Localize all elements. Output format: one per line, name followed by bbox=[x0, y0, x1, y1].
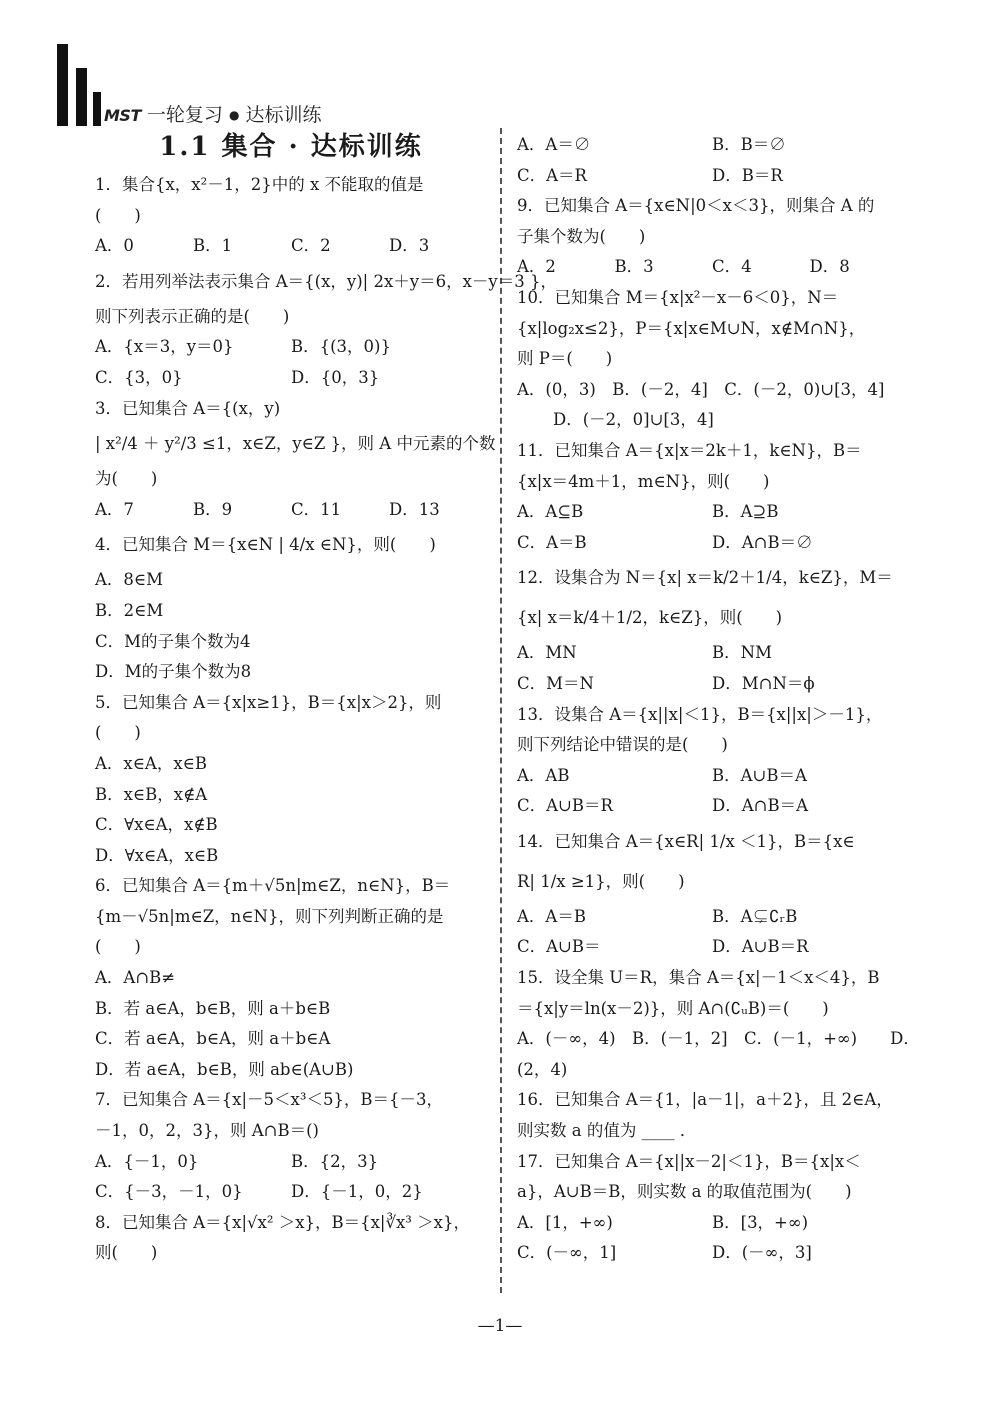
question-4: 4．已知集合 M＝{x∈N | 4/x ∈N}，则( ) bbox=[95, 535, 436, 555]
question-7-options-ab bbox=[95, 1147, 487, 1178]
option: A．x∈A，x∈B bbox=[95, 753, 207, 773]
option: A．0 bbox=[95, 236, 134, 256]
question-1-paren: ( ) bbox=[95, 205, 141, 225]
option: A．A⊆B bbox=[517, 502, 584, 522]
option: D．3 bbox=[389, 236, 430, 256]
question-10-options-abc: A．(0，3) B．(－2，4] C．(－2，0)∪[3，4] bbox=[517, 379, 885, 399]
question-13-cont: 则下列结论中错误的是( ) bbox=[517, 735, 728, 755]
question-10-paren: 则 P＝( ) bbox=[517, 349, 613, 369]
question-6-paren: ( ) bbox=[95, 937, 141, 957]
question-2-cont: 则下列表示正确的是( ) bbox=[95, 306, 290, 326]
question-17-options-cd bbox=[517, 1238, 907, 1269]
option: D．(－∞，3] bbox=[712, 1243, 812, 1263]
question-7: 7．已知集合 A＝{x|－5＜x³＜5}，B＝{－3， bbox=[95, 1090, 444, 1110]
option: B．[3，+∞) bbox=[712, 1212, 809, 1232]
brand-mst: MST bbox=[104, 106, 141, 125]
question-5-paren: ( ) bbox=[95, 723, 141, 743]
option: B．3 bbox=[614, 257, 654, 277]
question-8: 8．已知集合 A＝{x|√x² ＞x}，B＝{x|∛x³ ＞x}， bbox=[95, 1212, 470, 1232]
option: C．2 bbox=[291, 236, 331, 256]
option: D．{－1，0，2} bbox=[291, 1182, 423, 1202]
option: D．A∩B＝A bbox=[712, 796, 809, 816]
question-15-option-d: (2，4) bbox=[517, 1059, 568, 1079]
question-16: 16．已知集合 A＝{1，|a－1|，a＋2}，且 2∈A， bbox=[517, 1090, 893, 1110]
option: A．{x＝3，y＝0} bbox=[95, 337, 234, 357]
option: D．B＝R bbox=[712, 165, 783, 185]
option: C．∀x∈A，x∉B bbox=[95, 815, 218, 835]
option: C．M＝N bbox=[517, 673, 594, 693]
question-8-paren: 则( ) bbox=[95, 1243, 158, 1263]
question-15: 15．设全集 U＝R，集合 A＝{x|－1＜x＜4}，B bbox=[517, 968, 880, 988]
question-15-options: A．(－∞，4) B．(－1，2] C．(－1，+∞) D． bbox=[517, 1029, 920, 1049]
option: B．9 bbox=[193, 499, 233, 519]
option: A．8∈M bbox=[95, 570, 164, 590]
question-2: 2．若用列举法表示集合 A＝{(x，y)| 2x＋y＝6，x－y＝3 }， bbox=[95, 271, 557, 291]
option: A．A＝B bbox=[517, 906, 586, 926]
question-12-cont: {x| x＝k/4＋1/2，k∈Z}，则( ) bbox=[517, 608, 783, 628]
header-brand bbox=[104, 100, 322, 127]
question-12: 12．设集合为 N＝{x| x＝k/2＋1/4，k∈Z}，M＝ bbox=[517, 568, 893, 588]
question-12-options-cd bbox=[517, 669, 907, 700]
question-12-options-ab bbox=[517, 638, 907, 669]
option: A．AB bbox=[517, 765, 570, 785]
option: D．若 a∈A，b∈B，则 ab∈(A∪B) bbox=[95, 1059, 354, 1079]
column-divider bbox=[500, 128, 502, 1293]
question-9-options bbox=[517, 252, 907, 283]
option: D．{0，3} bbox=[291, 367, 380, 387]
option: C．{3，0} bbox=[95, 367, 183, 387]
question-14-cont: R| 1/x ≥1}，则( ) bbox=[517, 871, 685, 891]
option: C．若 a∈A，b∈A，则 a＋b∈A bbox=[95, 1029, 331, 1049]
question-6-cont: {m－√5n|m∈Z，n∈N}，则下列判断正确的是 bbox=[95, 906, 444, 926]
question-10-option-d: D．(－2，0]∪[3，4] bbox=[553, 410, 714, 430]
page-title: 1.1 集合 · 达标训练 bbox=[159, 132, 423, 162]
question-9-cont: 子集个数为( ) bbox=[517, 226, 646, 246]
question-1-options bbox=[95, 231, 487, 262]
question-8-options-ab bbox=[517, 130, 907, 161]
question-3: 3．已知集合 A＝{(x，y) bbox=[95, 398, 281, 418]
question-6: 6．已知集合 A＝{m＋√5n|m∈Z，n∈N}，B＝ bbox=[95, 876, 451, 896]
option: A．A＝∅ bbox=[517, 135, 591, 154]
option: D．M的子集个数为8 bbox=[95, 662, 252, 682]
option: B．若 a∈A，b∈B，则 a＋b∈B bbox=[95, 998, 331, 1018]
option: C．4 bbox=[712, 257, 752, 277]
option: A．7 bbox=[95, 499, 134, 519]
question-14-options-ab bbox=[517, 902, 907, 933]
option: B．x∈B，x∉A bbox=[95, 784, 208, 804]
option: B．A⊊∁ᵣB bbox=[712, 906, 798, 926]
question-2-options-ab bbox=[95, 332, 487, 363]
option: B．A∪B＝A bbox=[712, 765, 807, 785]
right-column bbox=[517, 130, 920, 1269]
question-5: 5．已知集合 A＝{x|x≥1}，B＝{x|x＞2}，则 bbox=[95, 692, 442, 712]
option: B．{(3，0)} bbox=[291, 337, 391, 357]
option: B．2∈M bbox=[95, 600, 164, 620]
option: D．M∩N＝ϕ bbox=[712, 673, 815, 693]
option: B．NM bbox=[712, 643, 772, 663]
question-16-cont: 则实数 a 的值为 ____ ． bbox=[517, 1121, 697, 1141]
option: D．13 bbox=[389, 499, 440, 519]
question-15-cont: ＝{x|y＝ln(x－2)}，则 A∩(∁ᵤB)＝( ) bbox=[517, 998, 829, 1018]
option: C．A＝B bbox=[517, 532, 587, 552]
option: C．A∪B＝R bbox=[517, 796, 613, 816]
question-10-cont: {x|log₂x≤2}，P＝{x|x∈M∪N，x∉M∩N}， bbox=[517, 318, 866, 338]
question-14-options-cd bbox=[517, 932, 907, 963]
question-9: 9．已知集合 A＝{x∈N|0＜x＜3}，则集合 A 的 bbox=[517, 196, 875, 216]
question-3-options bbox=[95, 495, 487, 526]
question-11-options-ab bbox=[517, 497, 907, 528]
question-11: 11．已知集合 A＝{x|x＝2k＋1，k∈N}，B＝ bbox=[517, 440, 862, 460]
question-13-options-ab bbox=[517, 761, 907, 792]
option: A．MN bbox=[517, 643, 577, 663]
question-17-options-ab bbox=[517, 1208, 907, 1239]
question-3-cont: | x²/4 ＋ y²/3 ≤1，x∈Z，y∈Z }，则 A 中元素的个数 bbox=[95, 434, 496, 454]
option: D．∀x∈A，x∈B bbox=[95, 845, 219, 865]
question-10: 10．已知集合 M＝{x|x²－x－6＜0}，N＝ bbox=[517, 287, 839, 307]
option: B．{2，3} bbox=[291, 1151, 379, 1171]
question-11-options-cd bbox=[517, 528, 907, 559]
option: A．[1，+∞) bbox=[517, 1212, 613, 1232]
option: C．(－∞，1] bbox=[517, 1243, 617, 1263]
option: C．A＝R bbox=[517, 165, 587, 185]
question-13-options-cd bbox=[517, 791, 907, 822]
option: B．B＝∅ bbox=[712, 135, 786, 154]
question-17-cont: a}，A∪B＝B，则实数 a 的取值范围为( ) bbox=[517, 1182, 852, 1202]
question-17: 17．已知集合 A＝{x||x－2|＜1}，B＝{x|x＜ bbox=[517, 1151, 861, 1171]
question-14: 14．已知集合 A＝{x∈R| 1/x ＜1}，B＝{x∈ bbox=[517, 831, 855, 851]
option: A．{－1，0} bbox=[95, 1151, 199, 1171]
question-7-options-cd bbox=[95, 1177, 487, 1208]
option: D．8 bbox=[809, 257, 850, 277]
option: C．11 bbox=[291, 499, 342, 519]
option: C．{－3，－1，0} bbox=[95, 1182, 243, 1202]
option: B．1 bbox=[193, 236, 233, 256]
brand-dot: ● bbox=[228, 108, 240, 122]
question-2-options-cd bbox=[95, 363, 487, 394]
question-1: 1．集合{x，x²－1，2}中的 x 不能取的值是 bbox=[95, 175, 424, 194]
question-8-options-cd bbox=[517, 161, 907, 192]
option: A．2 bbox=[517, 257, 556, 277]
option: C．A∪B＝ bbox=[517, 937, 601, 957]
brand-subtitle: 达标训练 bbox=[245, 104, 322, 126]
question-11-cont: {x|x＝4m＋1，m∈N}，则( ) bbox=[517, 471, 770, 491]
page-number: —1— bbox=[477, 1316, 523, 1336]
brand-series: 一轮复习 bbox=[146, 104, 223, 126]
option: D．A∪B＝R bbox=[712, 937, 809, 957]
option: B．A⊇B bbox=[712, 502, 779, 522]
option: C．M的子集个数为4 bbox=[95, 631, 251, 651]
option: D．A∩B＝∅ bbox=[712, 532, 813, 552]
option: A．A∩B≠ bbox=[95, 968, 176, 988]
question-3-paren: 为( ) bbox=[95, 469, 158, 489]
question-7-cont: －1，0，2，3}，则 A∩B＝() bbox=[95, 1121, 319, 1141]
question-13: 13．设集合 A＝{x||x|＜1}，B＝{x||x|＞－1}， bbox=[517, 704, 883, 724]
